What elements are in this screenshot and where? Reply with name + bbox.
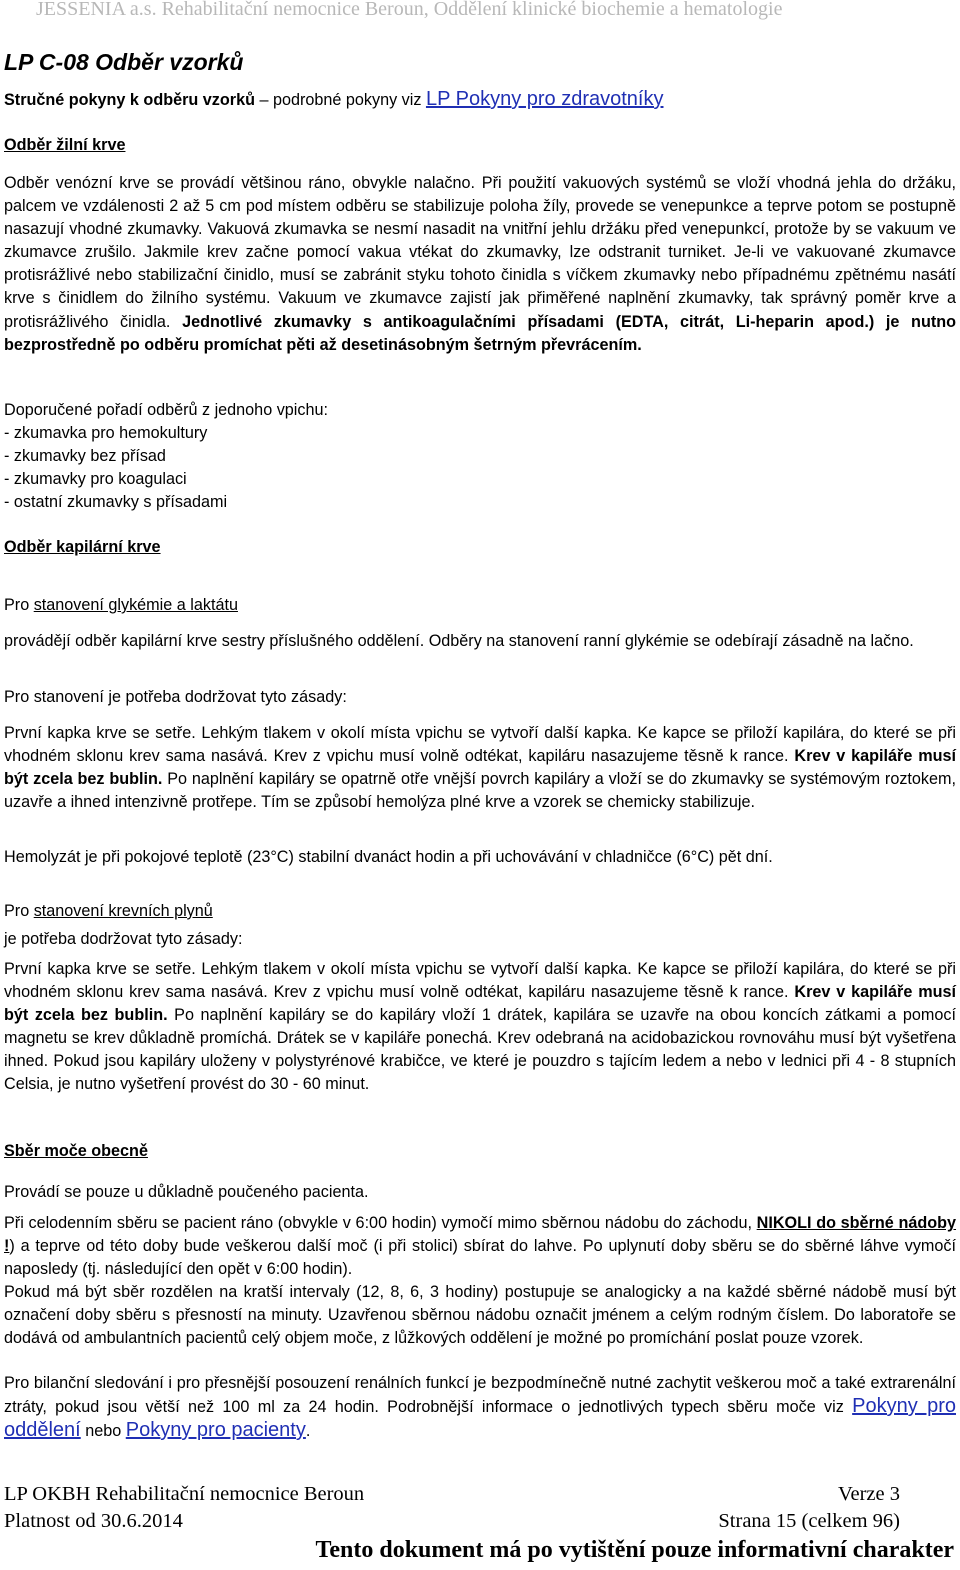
subtitle	[4, 86, 956, 113]
blood-gas-heading	[4, 902, 956, 921]
urine-p2-text-2: ) a teprve od této doby bude veškerou další moč (i při stolici) sbírat do lahve. Po uplynutí doby sběru se do sběrné láhve vymočí naposledy (tj. následující den opět v 6:00 hodin).	[4, 1237, 956, 1279]
link-pokyny-oddeleni[interactable]: Pokyny pro oddělení	[4, 1395, 956, 1442]
order-item: - zkumavka pro hemokultury	[4, 424, 208, 442]
hemolysate-paragraph: Hemolyzát je při pokojové teplotě (23°C) stabilní dvanáct hodin a při uchovávání v chladničce (6°C) pět dní.	[4, 848, 773, 866]
page-footer	[4, 1481, 900, 1535]
first-drop-text-2: Po naplnění kapiláry se opatrně otře vnější povrch kapiláry a vloží se do zkumavky se systémovým roztokem, uzavře a ihned intenzivně protřepe. Tím se způsobí hemolýza plné krve a vzorek se chemicky stabilizuje.	[4, 770, 956, 812]
heading-venous: Odběr žilní krve	[4, 136, 126, 154]
urine-p4-mid: nebo	[80, 1422, 126, 1441]
footer-page-number: Strana 15 (celkem 96)	[718, 1510, 900, 1532]
order-item: - zkumavky bez přísad	[4, 447, 166, 465]
order-list	[4, 399, 956, 514]
first-drop-text: První kapka krve se setře. Lehkým tlakem v okolí místa vpichu se vytvoří další kapka. Ke kapce se přiloží kapilára, do které se při vhodném sklonu krev sama nasává. Krev z vpichu musí volně odtékat, kapiláru nasazujeme těsně k rance.	[4, 724, 956, 766]
glycemia-underlined: stanovení glykémie a laktátu	[33, 596, 238, 614]
glycemia-heading	[4, 596, 956, 615]
footer-disclaimer: Tento dokument má po vytištění pouze informativní charakter	[315, 1537, 954, 1563]
order-item: - zkumavky pro koagulaci	[4, 470, 187, 488]
gas-intro: je potřeba dodržovat tyto zásady:	[4, 930, 243, 948]
gas-text-2: Po naplnění kapiláry se do kapiláry vloží 1 drátek, kapilára se uzavře na obou koncích zátkami a pomocí magnetu se krev důkladně promíchá. Drátek se v kapiláře ponechá. Krev odebraná na acidobazickou rovnováhu musí být vyšetřena ihned. Pokud jsou kapiláry uloženy v polystyrénové krabičce, ve které je pouzdro s tajícím ledem a nebo v lednici při 4 - 8 stupních Celsia, je nutno vyšetření provést do 30 - 60 minut.	[4, 1006, 957, 1094]
subtitle-text: – podrobné pokyny viz	[254, 91, 426, 109]
subtitle-bold: Stručné pokyny k odběru vzorků	[4, 91, 255, 109]
urine-p4	[4, 1372, 956, 1443]
urine-p2-text: Při celodenním sběru se pacient ráno (obvykle v 6:00 hodin) vymočí mimo sběrnou nádobu do záchodu,	[4, 1214, 757, 1232]
order-intro: Doporučené pořadí odběrů z jednoho vpichu:	[4, 401, 328, 419]
venous-text: Odběr venózní krve se provádí většinou ráno, obvykle nalačno. Při použití vakuových systémů se vloží vhodná jehla do držáku, palcem ve vzdálenosti 2 až 5 cm pod místem odběru se stabilizuje poloha žíly, provede se venepunkce a teprve potom se postupně nasazují vhodné zkumavky. Vakuová zkumavka se nesmí nasadit na vnitřní jehlu držáku před venepunkcí, protože by se vakuum ve zkumavce zrušilo. Jakmile krev začne pomocí vakua vtékat do zkumavky, lze odstranit turniket. Je-li ve vakuované zkumavce protisrážlivé nebo stabilizační činidlo, musí se zabránit styku tohoto činidla s víčkem zkumavky nebo případnému zpětnému nasátí krve s činidlem do žilního systému. Vakuum ve zkumavce zajistí jak přiměřené naplnění zkumavky, tak správný poměr krve a protisrážlivého činidla.	[4, 174, 956, 331]
blood-gas-paragraph	[4, 958, 956, 1097]
glycemia-paragraph: provádějí odběr kapilární krve sestry příslušného oddělení. Odběry na stanovení ranní glykémie se odebírají zásadně na lačno.	[4, 632, 914, 650]
order-item: - ostatní zkumavky s přísadami	[4, 493, 228, 511]
urine-p4-end: .	[305, 1422, 311, 1441]
gas-bold: Krev v kapiláře musí být zcela bez bublin.	[4, 983, 956, 1025]
page-header: JESSENIA a.s. Rehabilitační nemocnice Beroun, Oddělení klinické biochemie a hematologie	[36, 0, 783, 20]
gas-underlined: stanovení krevních plynů	[33, 902, 213, 920]
urine-p2-bold: NIKOLI do sběrné nádoby !	[4, 1214, 957, 1256]
glycemia-prefix: Pro	[4, 596, 34, 614]
first-drop-bold: Krev v kapiláře musí být zcela bez bublin.	[4, 747, 956, 789]
link-pokyny-zdravotniky[interactable]: LP Pokyny pro zdravotníky	[425, 88, 664, 110]
link-pokyny-pacienty[interactable]: Pokyny pro pacienty	[125, 1419, 306, 1442]
footer-valid-from: Platnost od 30.6.2014	[4, 1510, 183, 1532]
rules-intro: Pro stanovení je potřeba dodržovat tyto zásady:	[4, 688, 347, 706]
urine-p2	[4, 1212, 956, 1281]
heading-capillary: Odběr kapilární krve	[4, 538, 161, 556]
first-drop-paragraph	[4, 722, 956, 814]
document-title: LP C-08 Odběr vzorků	[4, 49, 244, 75]
gas-prefix: Pro	[4, 902, 34, 920]
heading-urine: Sběr moče obecně	[4, 1142, 148, 1160]
urine-p4-text: Pro bilanční sledování i pro přesnější posouzení renálních funkcí je bezpodmínečně nutné zachytit veškerou moč a také extrarenální ztráty, pokud jsou větší než 100 ml za 24 hodin. Podrobnější informace o jednotlivých typech sběru moče viz	[4, 1374, 956, 1417]
footer-lab-name: LP OKBH Rehabilitační nemocnice Beroun	[4, 1483, 365, 1505]
venous-bold: Jednotlivé zkumavky s antikoagulačními přísadami (EDTA, citrát, Li-heparin apod.) je nutno bezprostředně po odběru promíchat pěti až desetinásobným šetrným převrácením.	[4, 312, 956, 354]
venous-paragraph	[4, 172, 956, 357]
gas-text: První kapka krve se setře. Lehkým tlakem v okolí místa vpichu se vytvoří další kapka. Ke kapce se přiloží kapilára, do které se při vhodném sklonu krev sama nasává. Krev z vpichu musí volně odtékat, kapiláru nasazujeme těsně k rance.	[4, 960, 956, 1002]
footer-version: Verze 3	[837, 1483, 900, 1505]
urine-p3: Pokud má být sběr rozdělen na kratší intervaly (12, 8, 6, 3 hodiny) postupuje se analogicky a na každé sběrné nádobě musí být označení doby sběru s přesností na minuty. Uzavřenou sběrnou nádobu označit jménem a celým rodným číslem. Do laboratoře se dodává od ambulantních pacientů celý objem moče, z lůžkových oddělení je možné po promíchání poslat pouze vzorek.	[4, 1283, 956, 1348]
urine-p1: Provádí se pouze u důkladně poučeného pacienta.	[4, 1183, 369, 1201]
